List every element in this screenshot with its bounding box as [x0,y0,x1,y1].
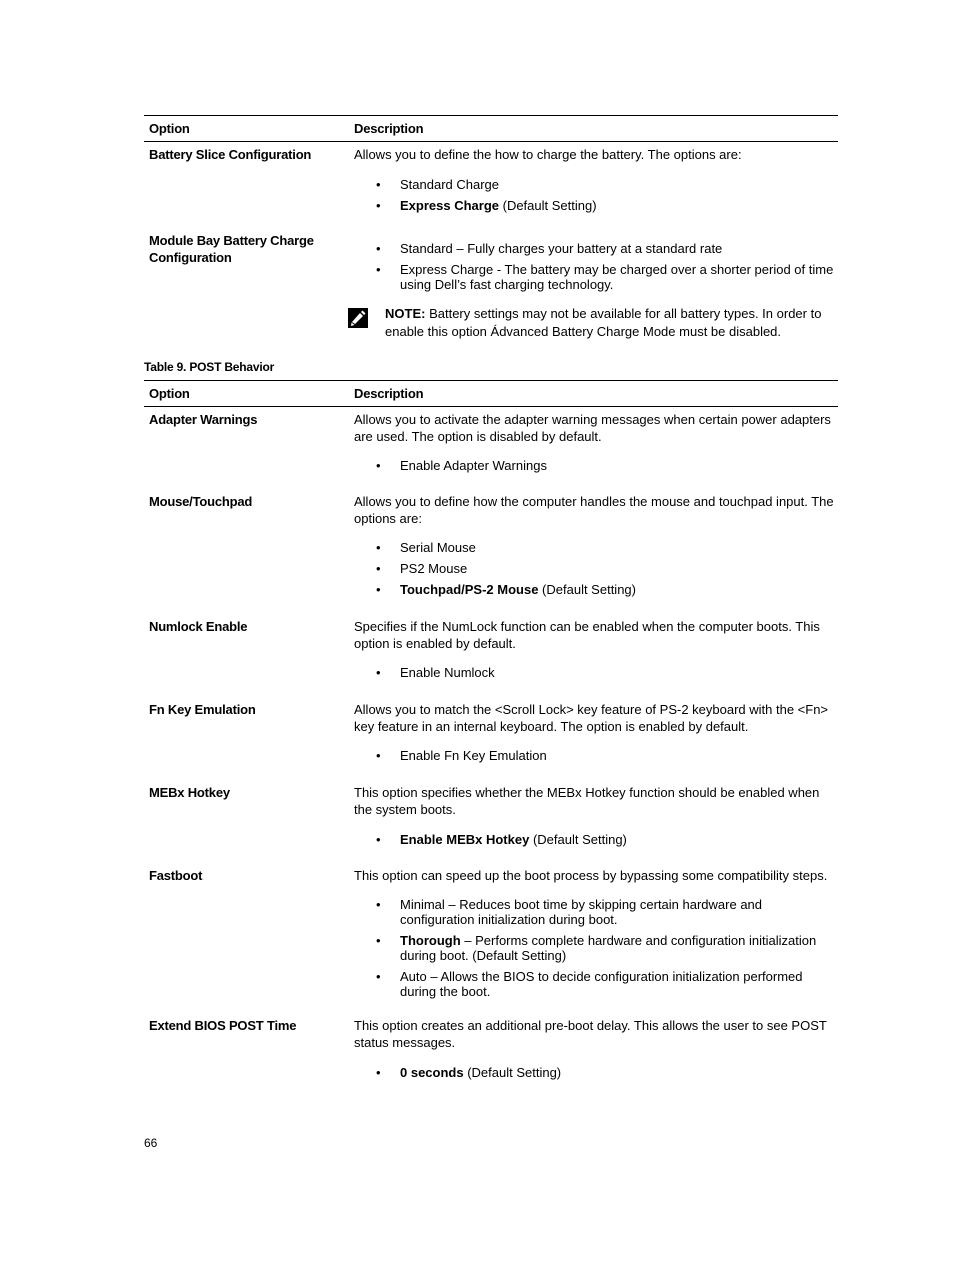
list-item: • Enable Numlock [354,665,838,680]
list-item: • Standard – Fully charges your battery at a standard rate [354,241,838,256]
option-name: Adapter Warnings [149,412,258,427]
option-name: Fn Key Emulation [149,702,256,717]
options-list [354,1065,838,1080]
list-item: • Touchpad/PS-2 Mouse (Default Setting) [354,582,838,597]
option-name: MEBx Hotkey [149,785,230,800]
option-description [354,1017,838,1080]
description-text: This option specifies whether the MEBx Hotkey function should be enabled when the system boots. [354,785,820,817]
option-description [354,493,838,597]
battery-options-table [144,115,838,339]
option-name: Extend BIOS POST Time [149,1018,297,1033]
option-column-header: Option [149,386,190,401]
option-column-header: Option [149,121,190,136]
list-item: • Enable MEBx Hotkey (Default Setting) [354,832,838,847]
options-list [354,665,838,680]
options-list [354,540,838,597]
post-behavior-table [144,380,838,1080]
list-item: • Standard Charge [354,177,838,192]
option-description [354,784,838,847]
description-column-header: Description [354,121,424,136]
option-description [354,146,838,213]
description-column-header: Description [354,386,424,401]
list-item: • Auto – Allows the BIOS to decide configuration initialization performed during the boot. [354,969,838,999]
option-name: Module Bay Battery Charge Configuration [149,233,314,265]
option-description [354,241,838,292]
options-list [354,241,838,292]
option-description [354,701,838,763]
table-header [144,380,838,407]
list-item: • Thorough – Performs complete hardware and configuration initialization during boot. (Default Setting) [354,933,838,963]
option-name: Fastboot [149,868,203,883]
list-item: • Enable Fn Key Emulation [354,748,838,763]
option-name: Mouse/Touchpad [149,494,253,509]
list-item: • Express Charge (Default Setting) [354,198,838,213]
options-list [354,748,838,763]
description-text: Allows you to activate the adapter warning messages when certain power adapters are used. The option is disabled by default. [354,412,831,444]
list-item: • Minimal – Reduces boot time by skipping certain hardware and configuration initialization during boot. [354,897,838,927]
options-list [354,832,838,847]
note-label: NOTE: [385,306,426,321]
options-list [354,897,838,999]
description-text: This option creates an additional pre-boot delay. This allows the user to see POST status messages. [354,1018,827,1050]
list-item: • Express Charge - The battery may be charged over a shorter period of time using Dell’s fast charging technology. [354,262,838,292]
description-text: Allows you to define the how to charge the battery. The options are: [354,147,742,162]
list-item: • Serial Mouse [354,540,838,555]
option-description [354,618,838,680]
description-text: Allows you to match the <Scroll Lock> key feature of PS-2 keyboard with the <Fn> key feature in an internal keyboard. The option is enabled by default. [354,702,829,734]
list-item: • Enable Adapter Warnings [354,458,838,473]
options-list [354,177,838,213]
option-description [354,411,838,473]
option-name: Numlock Enable [149,619,248,634]
list-item: • PS2 Mouse [354,561,838,576]
option-name: Battery Slice Configuration [149,147,312,162]
note-text: NOTE: Battery settings may not be available for all battery types. In order to enable this option Ádvanced Battery Charge Mode must be disabled. [385,306,822,339]
table-header [144,115,838,142]
note-pencil-icon [348,308,368,328]
page-number: 66 [144,1136,158,1150]
options-list [354,458,838,473]
option-description [354,867,838,999]
description-text: This option can speed up the boot process by bypassing some compatibility steps. [354,868,828,883]
description-text: Allows you to define how the computer handles the mouse and touchpad input. The options are: [354,494,834,526]
description-text: Specifies if the NumLock function can be enabled when the computer boots. This option is enabled by default. [354,619,820,651]
table-caption: Table 9. POST Behavior [144,360,275,374]
list-item: • 0 seconds (Default Setting) [354,1065,838,1080]
